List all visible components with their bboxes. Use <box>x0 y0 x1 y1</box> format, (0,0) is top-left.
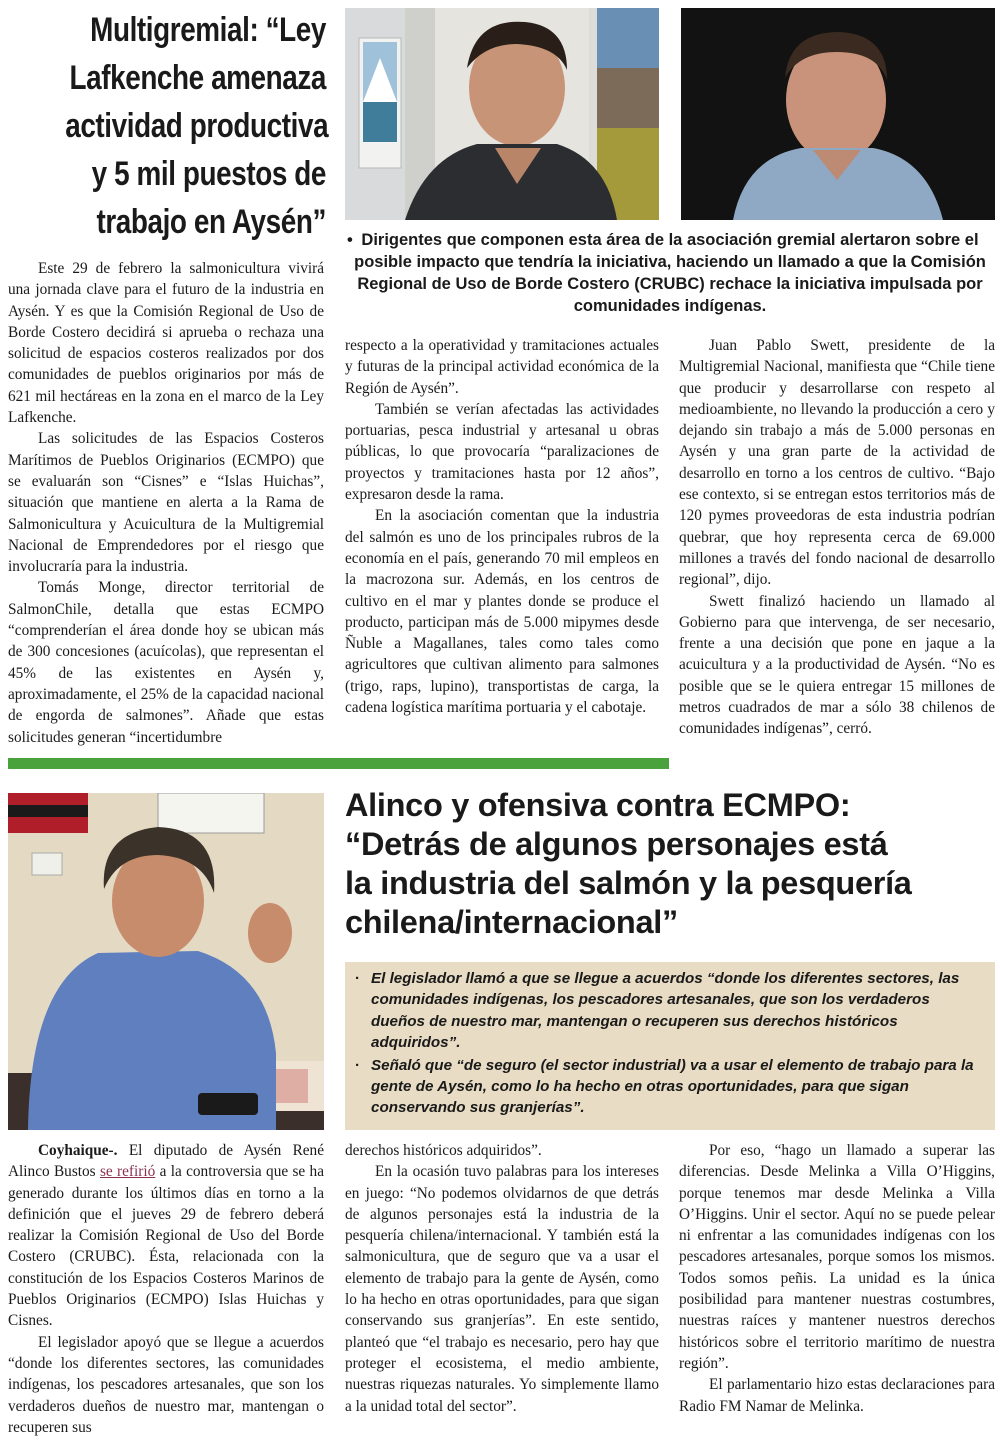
summary-text: El legislador llamó a que se llegue a acuerdos “donde los diferentes sectores, las comunidades indígenas, los pescadores artesanales, que son los verdaderos dueños de nuestro mar, mantengan o recuperen sus derechos históricos adquiridos”. <box>371 970 960 1052</box>
headline-line: “Detrás de algunos personajes está <box>345 826 888 862</box>
headline-line: la industria del salmón y la pesquería <box>345 865 912 901</box>
photo-leader-2 <box>681 8 995 220</box>
headline-line: chilena/internacional” <box>345 904 678 940</box>
article-1-column-3 <box>679 335 995 740</box>
photo-leader-1 <box>345 8 659 220</box>
headline-line: actividad productiva <box>65 107 329 145</box>
headline-line: y 5 mil puestos de <box>91 155 326 193</box>
paragraph: En la ocasión tuvo palabras para los intereses en juego: “No podemos olvidarnos de que detrás de algunos personajes está la industria de la pesquería chilena/internacional. Y también está la salmonicultura, que de seguro que va a usar el elemento de trabajo para la gente de Aysén, como lo ha hecho en otras oportunidades, para que sigan conservando sus granjerías”. En este sentido, planteó que “el trabajo es necesario, pero hay que proteger el ecosistema, el medio ambiente, nuestras riquezas naturales. Yo simplemente llamo a la unidad total del sector”. <box>345 1163 659 1415</box>
caption-bullet: • <box>347 231 353 249</box>
paragraph: respecto a la operatividad y tramitaciones actuales y futuras de la principal actividad económica de la Región de Aysén”. <box>345 337 659 397</box>
paragraph-text: a la controversia que se ha generado durante los últimos días en torno a la definición que el jueves 29 de febrero deberá realizar la Comisión Regional de Uso del Borde Costero (CRUBC). Ésta, relacionada con la constitución de los Espacios Costeros Marinos de Pueblos Originarios (ECMPO) Islas Huichas y Cisnes. <box>8 1163 324 1330</box>
paragraph: El parlamentario hizo estas declaraciones para Radio FM Namar de Melinka. <box>679 1376 995 1415</box>
article-2-column-1 <box>8 1140 324 1438</box>
article-2-headline <box>345 786 995 942</box>
paragraph: También se verían afectadas las actividades portuarias, pesca industrial y artesanal u obras públicas, lo que provocaría “paralizaciones de proyectos y tramitaciones hasta por 12 años”, expresaron desde la rama. <box>345 400 659 504</box>
section-divider <box>8 758 669 769</box>
article-1-column-1 <box>8 258 324 748</box>
article-1-headline <box>65 6 329 246</box>
headline-line: Lafkenche amenaza <box>69 59 327 97</box>
article-2-column-2 <box>345 1140 659 1417</box>
photo-legislator <box>8 793 324 1130</box>
paragraph: En la asociación comentan que la industria del salmón es uno de los principales rubros de la economía en el país, generando 70 mil empleos en la macrozona sur. Además, en los centros de cultivo en el mar y plantes donde se produce el producto, participan más de 5.000 mipymes desde Ñuble a Magallanes, tales como tales como agricultores que cultivan alimento para salmones (trigo, raps, lupino), transportistas de carga, la cadena logística marítima portuaria y el cabotaje. <box>345 507 659 717</box>
paragraph: Las solicitudes de las Espacios Costeros Marítimos de Pueblos Originarios (ECMPO) que se evaluarán son “Cisnes” e “Islas Huichas”, situación que mantiene en alerta a la Rama de Salmonicultura y Acuicultura de la Multigremial Nacional de Emprendedores por el riesgo que involucraría para la industria. <box>8 430 324 576</box>
summary-text: Señaló que “de seguro (el sector industrial) va a usar el elemento de trabajo para la gente de Aysén, como lo ha hecho en otras oportunidades, para que sigan conservando sus granjerías”. <box>371 1056 974 1117</box>
paragraph: Tomás Monge, director territorial de SalmonChile, detalla que estas ECMPO “comprenderían el área donde hoy se ubican más de 300 concesiones (acuícolas), que representan el 45% de las existentes en Aysén y, aproximadamente, el 25% de la capacidad nacional de engorda de salmones”. Añade que estas solicitudes generan “incertidumbre <box>8 579 324 746</box>
paragraph: Swett finalizó haciendo un llamado al Gobierno para que intervenga, de ser necesario, frente a una decisión que pone en jaque a la acuicultura y a la productividad de Aysén. “No es posible que se le quiera entregar 15 millones de metros cuadrados de mar a sólo 38 chilenos de comunidades indígenas”, cerró. <box>679 592 995 738</box>
summary-bullet: · <box>355 1056 361 1074</box>
summary-item <box>355 968 985 1054</box>
caption-text: Dirigentes que componen esta área de la asociación gremial alertaron sobre el posible impacto que tendría la iniciativa, haciendo un llamado a que la Comisión Regional de Uso de Borde Costero (CRUBC) rechace la iniciativa impulsada por comunidades indígenas. <box>354 231 986 315</box>
summary-item <box>355 1055 985 1119</box>
paragraph: Este 29 de febrero la salmonicultura vivirá una jornada clave para el futuro de la industria en Aysén. Y es que la Comisión Regional de Uso de Borde Costero decidirá si aprueba o rechaza una solicitud de espacios costeros realizados por dos comunidades de pueblos originarios por más de 621 mil hectáreas en la zona en el marco de la Ley Lafkenche. <box>8 260 324 427</box>
summary-bullet: · <box>355 970 361 987</box>
paragraph-text: El diputado de Aysén René Alinco Bustos <box>8 1142 324 1181</box>
summary-box <box>345 962 995 1130</box>
dateline: Coyhaique-. <box>38 1142 118 1159</box>
article-2-column-3 <box>679 1140 995 1417</box>
paragraph: derechos históricos adquiridos”. <box>345 1142 542 1159</box>
paragraph: Juan Pablo Swett, presidente de la Multigremial Nacional, manifiesta que “Chile tiene que producir y desarrollarse con respeto al medioambiente, no llevando la producción a cero y dejando sin trabajo a más de 5.000 personas en Aysén y una gran parte de la actividad de desarrollo en torno a los centros de cultivo. “Bajo ese contexto, si se entregan estos territorios más de 120 pymes proveedoras de esta industria podrían quebrar, que hoy representa cerca de 69.000 millones a través del fondo nacional de desarrollo regional”, dijo. <box>679 337 995 589</box>
source-link[interactable]: se refirió <box>99 1163 156 1181</box>
photo-caption <box>345 229 995 317</box>
article-1-column-2 <box>345 335 659 718</box>
headline-line: Multigremial: “Ley <box>90 11 326 49</box>
headline-line: trabajo en Aysén” <box>96 203 326 241</box>
headline-line: Alinco y ofensiva contra ECMPO: <box>345 787 851 823</box>
paragraph: El legislador apoyó que se llegue a acuerdos “donde los diferentes sectores, las comunidades indígenas, los pescadores artesanales, que son los verdaderos dueños de nuestro mar, mantengan o recuperen sus <box>8 1333 324 1436</box>
paragraph: Por eso, “hago un llamado a superar las diferencias. Desde Melinka a Villa O’Higgins, porque tenemos mar desde Melinka a Villa O’Higgins. Unir el sector. Aquí no se puede pelear ni enfrentar a las comunidades indígenas con los pescadores artesanales, porque somos los mismos. Todos somos peñis. La unidad es la única posibilidad para mantener nuestras costumbres, nuestras raíces y mantener nuestros derechos históricos sobre el territorio marítimo de nuestra región”. <box>679 1142 995 1372</box>
